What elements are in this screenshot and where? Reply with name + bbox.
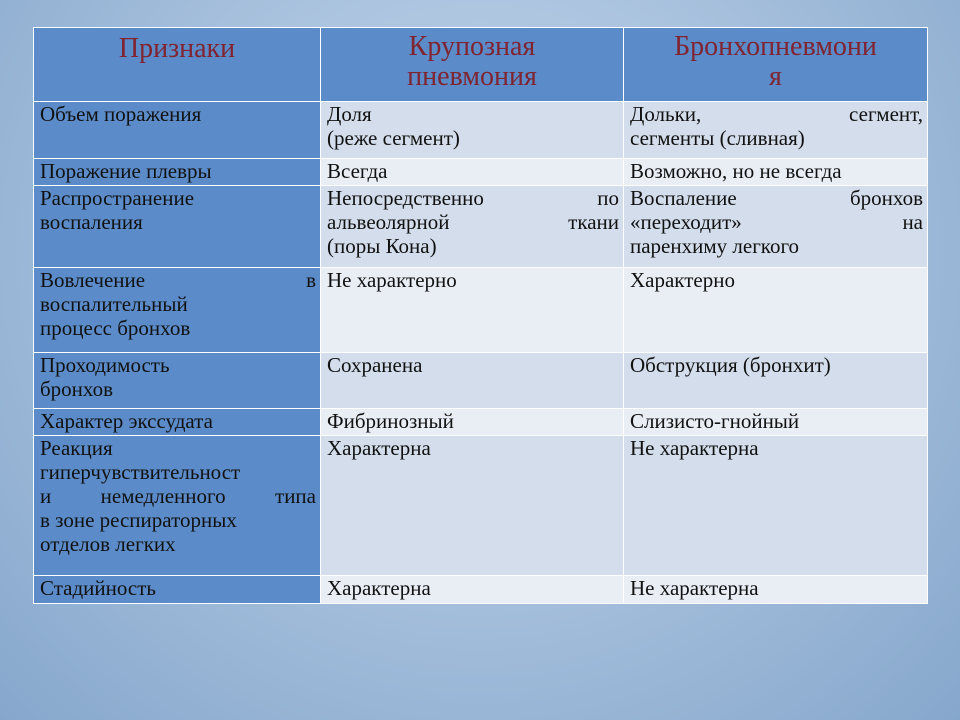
croupous-cell xyxy=(321,353,624,409)
header-broncho-line2: я xyxy=(769,61,782,92)
feature-cell xyxy=(34,409,321,436)
feature-cell xyxy=(34,353,321,409)
table-row xyxy=(34,436,928,576)
croupous-line: Фибринозный xyxy=(327,409,454,433)
croupous-line: Непосредственно по xyxy=(327,186,619,210)
croupous-line: Характерна xyxy=(327,436,431,460)
header-features: Признаки xyxy=(34,28,321,102)
croupous-line: Всегда xyxy=(327,159,388,183)
feature-cell xyxy=(34,102,321,159)
feature-line: Объем поражения xyxy=(40,102,202,126)
broncho-cell xyxy=(624,159,928,186)
broncho-line: Не характерна xyxy=(630,576,759,600)
feature-line: воспалительный xyxy=(40,292,188,316)
croupous-cell xyxy=(321,102,624,159)
croupous-cell xyxy=(321,268,624,353)
feature-cell xyxy=(34,268,321,353)
header-croupous-line2: пневмония xyxy=(407,61,537,92)
croupous-cell xyxy=(321,159,624,186)
broncho-cell xyxy=(624,576,928,604)
broncho-line: «переходит» на xyxy=(630,210,923,234)
croupous-line: Не характерно xyxy=(327,268,457,292)
croupous-cell xyxy=(321,409,624,436)
feature-line: Вовлечение в xyxy=(40,268,316,292)
feature-cell xyxy=(34,159,321,186)
croupous-cell xyxy=(321,436,624,576)
feature-line: Реакция xyxy=(40,436,113,460)
feature-line: гиперчувствительност xyxy=(40,460,241,484)
header-croupous-line1: Крупозная xyxy=(408,31,536,62)
croupous-line: альвеолярной ткани xyxy=(327,210,619,234)
broncho-cell xyxy=(624,268,928,353)
comparison-table xyxy=(33,27,928,604)
feature-line: Распространение xyxy=(40,186,195,210)
table-row xyxy=(34,159,928,186)
croupous-line: (поры Кона) xyxy=(327,234,437,258)
broncho-cell xyxy=(624,436,928,576)
croupous-cell xyxy=(321,186,624,268)
feature-cell xyxy=(34,576,321,604)
broncho-line: сегменты (сливная) xyxy=(630,126,805,150)
broncho-cell xyxy=(624,102,928,159)
croupous-line: (реже сегмент) xyxy=(327,126,460,150)
table-row xyxy=(34,409,928,436)
croupous-line: Характерна xyxy=(327,576,431,600)
broncho-line: Возможно, но не всегда xyxy=(630,159,842,183)
feature-line: воспаления xyxy=(40,210,143,234)
feature-line: отделов легких xyxy=(40,532,176,556)
feature-line: бронхов xyxy=(40,377,114,401)
broncho-line: Слизисто-гнойный xyxy=(630,409,800,433)
feature-cell xyxy=(34,186,321,268)
broncho-cell xyxy=(624,186,928,268)
broncho-line: Не характерна xyxy=(630,436,759,460)
croupous-cell xyxy=(321,576,624,604)
croupous-line: Доля xyxy=(327,102,372,126)
header-bronchopneumonia xyxy=(624,28,928,102)
feature-cell xyxy=(34,436,321,576)
header-broncho-line1: Бронхопневмони xyxy=(674,31,877,62)
feature-line: и немедленного типа xyxy=(40,484,316,508)
feature-line: процесс бронхов xyxy=(40,316,191,340)
broncho-line: Воспаление бронхов xyxy=(630,186,923,210)
feature-line: в зоне респираторных xyxy=(40,508,237,532)
header-croupous-pneumonia xyxy=(321,28,624,102)
broncho-cell xyxy=(624,353,928,409)
broncho-line: Характерно xyxy=(630,268,735,292)
feature-line: Поражение плевры xyxy=(40,159,212,183)
feature-line: Характер экссудата xyxy=(40,409,213,433)
header-row xyxy=(34,28,928,102)
broncho-line: Дольки, сегмент, xyxy=(630,102,923,126)
table-row xyxy=(34,186,928,268)
feature-line: Проходимость xyxy=(40,353,170,377)
table-row xyxy=(34,353,928,409)
feature-line: Стадийность xyxy=(40,576,156,600)
broncho-cell xyxy=(624,409,928,436)
table-row xyxy=(34,576,928,604)
croupous-line: Сохранена xyxy=(327,353,423,377)
broncho-line: паренхиму легкого xyxy=(630,234,800,258)
table-row xyxy=(34,268,928,353)
table-row xyxy=(34,102,928,159)
broncho-line: Обструкция (бронхит) xyxy=(630,353,831,377)
